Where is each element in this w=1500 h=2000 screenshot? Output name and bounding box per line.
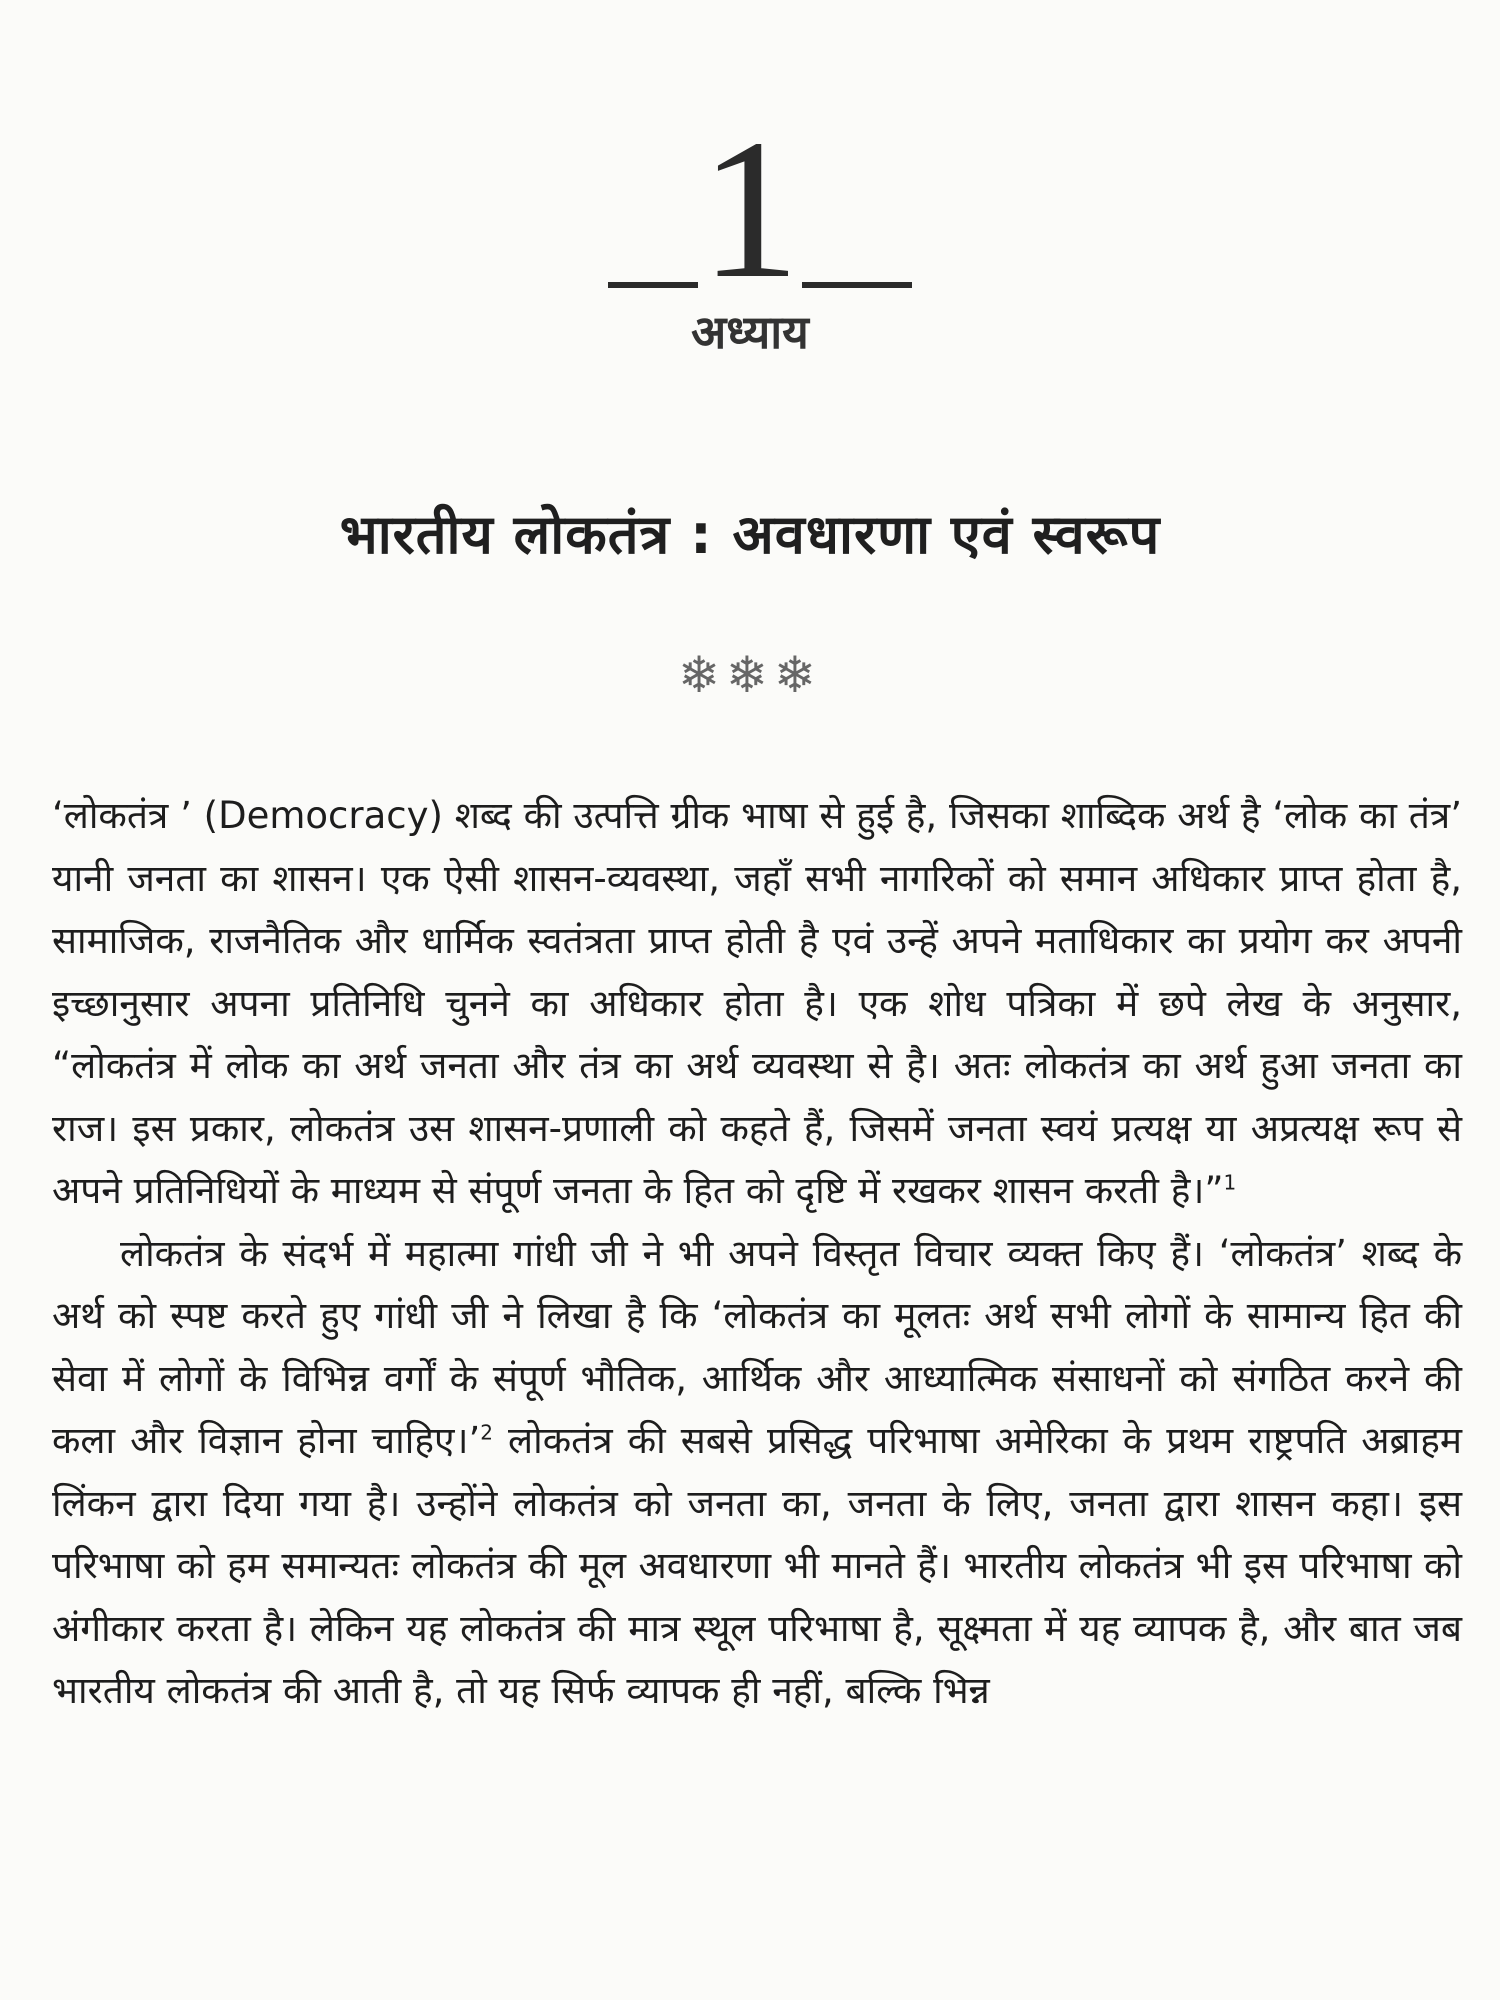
snowflake-ornament-icon: ❄❄❄ bbox=[678, 646, 822, 704]
footnote-ref-1: 1 bbox=[1223, 1170, 1237, 1195]
chapter-rule-right bbox=[802, 282, 912, 288]
paragraph-1-text: ‘लोकतंत्र ’ (Democracy) शब्द की उत्पत्ति ग्रीक भाषा से हुई है, जिसका शाब्दिक अर्थ है ‘लोक का तंत्र’ यानी जनता का शासन। एक ऐसी शासन-व्यवस्था, जहाँ सभी नागरिकों को समान अधिकार प्राप्त होता है, सामाजिक, राजनैतिक और धार्मिक स्वतंत्रता प्राप्त होती है एवं उन्हें अपने मताधिकार का प्रयोग कर अपनी इच्छानुसार अपना प्रतिनिधि चुनने का अधिकार होता है। एक शोध पत्रिका में छपे लेख के अनुसार, “लोकतंत्र में लोक का अर्थ जनता और तंत्र का अर्थ व्यवस्था से है। अतः लोकतंत्र का अर्थ हुआ जनता का राज। इस प्रकार, लोकतंत्र उस शासन-प्रणाली को कहते हैं, जिसमें जनता स्वयं प्रत्यक्ष या अप्रत्यक्ष रूप से अपने प्रतिनिधियों के माध्यम से संपूर्ण जनता के हित को दृष्टि में रखकर शासन करती है।” bbox=[52, 794, 1462, 1212]
footnote-ref-2: 2 bbox=[480, 1420, 493, 1445]
paragraph-2-text-a: लोकतंत्र के संदर्भ में महात्मा गांधी जी ने भी अपने विस्तृत विचार व्यक्त किए हैं। ‘लोकतंत्र’ शब्द के अर्थ को स्पष्ट करते हुए गांधी जी ने लिखा है कि ‘लोकतंत्र का मूलतः अर्थ सभी लोगों के सामान्य हित की सेवा में लोगों के विभिन्न वर्गों के संपूर्ण भौतिक, आर्थिक और आध्यात्मिक संसाधनों को संगठित करने की कला और विज्ञान होना चाहिए।’ bbox=[52, 1231, 1462, 1462]
chapter-title: भारतीय लोकतंत्र : अवधारणा एवं स्वरूप bbox=[339, 503, 1161, 566]
paragraph-1 bbox=[52, 785, 1462, 1223]
chapter-rule-left bbox=[608, 282, 698, 288]
chapter-number: 1 bbox=[700, 99, 800, 320]
body-text bbox=[52, 785, 1462, 1723]
paragraph-2-text-b: लोकतंत्र की सबसे प्रसिद्ध परिभाषा अमेरिका के प्रथम राष्ट्रपति अब्राहम लिंकन द्वारा दिया गया है। उन्होंने लोकतंत्र को जनता का, जनता के लिए, जनता द्वारा शासन कहा। इस परिभाषा को हम समान्यतः लोकतंत्र की मूल अवधारणा भी मानते हैं। भारतीय लोकतंत्र भी इस परिभाषा को अंगीकार करता है। लेकिन यह लोकतंत्र की मात्र स्थूल परिभाषा है, सूक्ष्मता में यह व्यापक है, और बात जब भारतीय लोकतंत्र की आती है, तो यह सिर्फ व्यापक ही नहीं, बल्कि भिन्न bbox=[52, 1419, 1462, 1712]
chapter-label: अध्याय bbox=[691, 305, 809, 359]
chapter-heading bbox=[0, 99, 1500, 380]
paragraph-2 bbox=[52, 1223, 1462, 1723]
